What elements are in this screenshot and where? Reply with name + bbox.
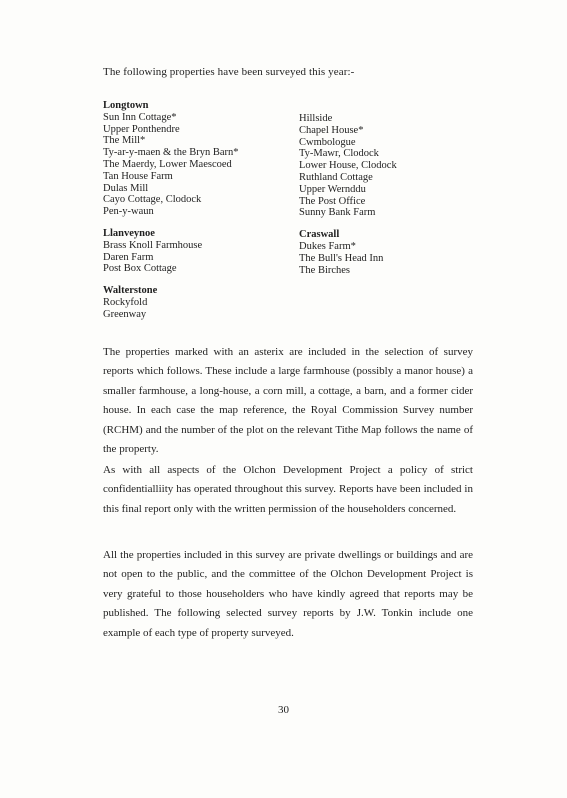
property-item: The Mill* [103,135,146,147]
body-paragraph: The properties marked with an asterix are included in the selection of survey reports which follows. These include a large farmhouse (possibly a manor house) a smaller farmhouse, a long-house, a corn mill, a cottage, a barn, and a former cider house. In each case the map reference, the Royal Commission Survey number (RCHM) and the number of the plot on the relevant Tithe Map follows the name of the property. [103,346,473,456]
property-list [299,113,489,219]
property-item: Daren Farm [103,251,154,263]
property-item: Sunny Bank Farm [299,207,376,219]
property-item: Dukes Farm* [299,240,356,252]
group-title: Walterstone [103,285,158,297]
property-item: Sun Inn Cottage* [103,111,177,123]
intro-text: The following properties have been surveyed this year:- [103,66,355,78]
property-item: The Birches [299,264,351,276]
body-paragraph: As with all aspects of the Olchon Development Project a policy of strict confidentialliity has operated throughout this survey. Reports have been included in this final report only with the written permission of the householders concerned. [103,464,473,515]
group-title: Craswall [299,229,340,241]
property-item: Chapel House* [299,124,364,136]
group-craswall [299,229,489,276]
property-item: Upper Ponthendre [103,123,180,135]
property-item: Ty-ar-y-maen & the Bryn Barn* [103,147,239,159]
property-item: The Bull's Head Inn [299,252,384,264]
property-item: Ruthland Cottage [299,171,373,183]
property-list [103,297,293,321]
property-item: Rockyfold [103,296,148,308]
property-item: Cayo Cottage, Clodock [103,194,202,206]
property-item: Tan House Farm [103,170,173,182]
property-item: The Post Office [299,195,366,207]
group-longtown-continued [299,113,489,219]
body-paragraph: All the properties included in this survey are private dwellings or buildings and are not open to the public, and the committee of the Olchon Development Project is very grateful to those householders who have kindly agreed that reports may be published. The following selected survey reports by J.W. Tonkin include one example of each type of property surveyed. [103,549,473,639]
property-list [299,241,489,276]
property-item: The Maerdy, Lower Maescoed [103,158,232,170]
property-item: Cwmbologue [299,136,356,148]
right-column [299,113,489,286]
left-column [103,100,293,331]
property-list [103,240,293,275]
property-item: Ty-Mawr, Clodock [299,148,379,160]
group-llanveynoe [103,228,293,275]
property-item: Hillside [299,113,333,124]
property-item: Post Box Cottage [103,263,177,275]
page-number: 30 [278,704,289,716]
property-item: Lower House, Clodock [299,160,397,172]
group-longtown [103,100,293,218]
property-item: Pen-y-waun [103,206,154,218]
group-title: Llanveynoe [103,227,155,239]
property-item: Brass Knoll Farmhouse [103,239,203,251]
property-item: Greenway [103,308,147,320]
group-title: Longtown [103,100,149,111]
property-item: Upper Wernddu [299,183,366,195]
group-walterstone [103,285,293,320]
property-list [103,112,293,218]
property-item: Dulas Mill [103,182,149,194]
